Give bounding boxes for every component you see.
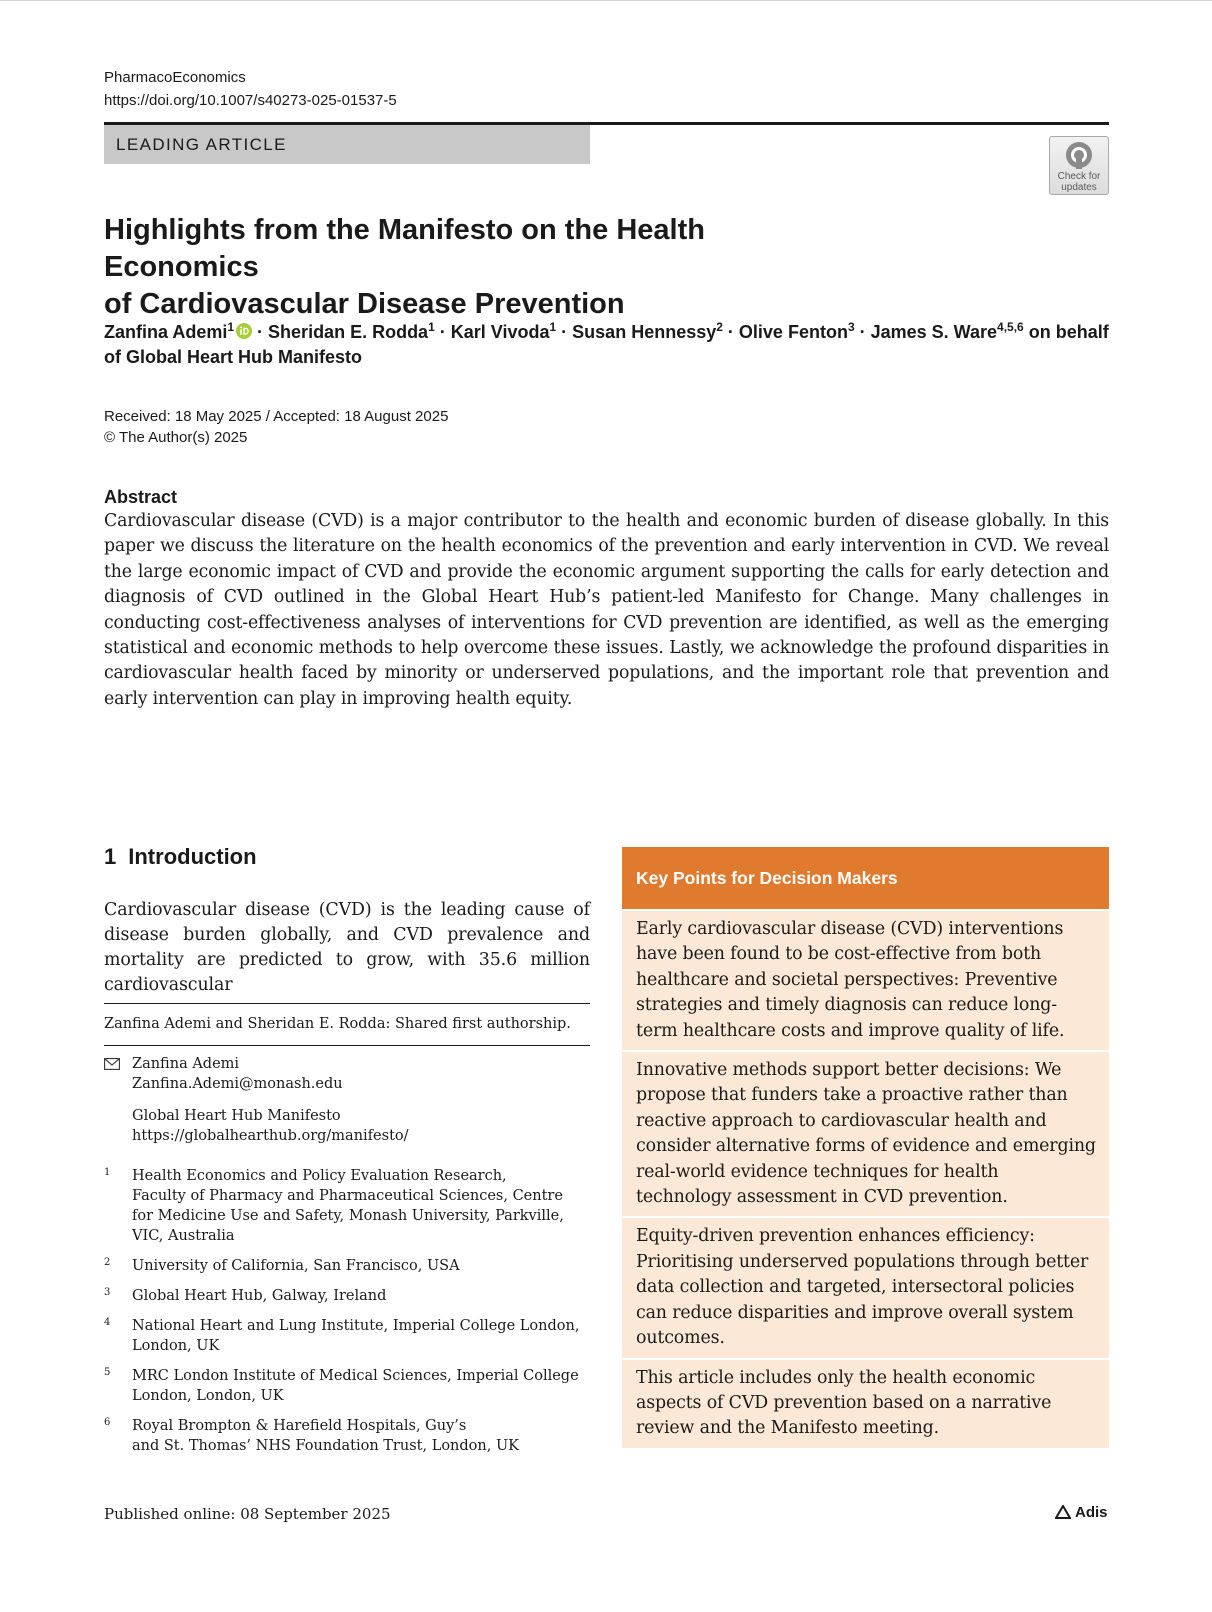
author-name[interactable]: Susan Hennessy [572,322,717,342]
on-behalf-text: on behalf of Global Heart Hub Manifesto [104,322,1109,367]
article-dates [104,406,448,448]
received-accepted: Received: 18 May 2025 / Accepted: 18 August 2025 [104,408,449,425]
title-line-2: of Cardiovascular Disease Prevention [104,288,625,320]
affiliation-list [104,1166,590,1466]
footnote-rule [104,1003,590,1004]
affiliation-number: 5 [104,1367,111,1378]
corresponding-author-name: Zanfina Ademi [132,1056,240,1072]
check-for-updates-label: Check for updates [1057,171,1101,193]
affiliation-number: 6 [104,1417,111,1428]
key-points-heading: Key Points for Decision Makers [622,847,1109,909]
author-affiliation: 1 [549,320,557,334]
affiliation-number: 1 [104,1167,111,1178]
author-name[interactable]: Sheridan E. Rodda [268,322,429,342]
footnote-rule [104,1045,590,1046]
author-list [104,320,1114,370]
key-point: Equity-driven prevention enhances efficiency: Prioritising underserved populations through better data collection and targeted, intersectoral policies can reduce disparities and improve overall system outcomes. [622,1218,1109,1357]
key-points-box [622,847,1109,1448]
abstract-text: Cardiovascular disease (CVD) is a major contributor to the health and economic burden of disease globally. In this paper we discuss the literature on the health economics of the prevention and early intervention in CVD. We reveal the large economic impact of CVD and provide the economic argument supporting the calls for early detection and diagnosis of CVD outlined in the Global Heart Hub’s patient-led Manifesto for Change. Many challenges in conducting cost-effectiveness analyses of interventions for CVD prevention are identified, as well as the emerging statistical and economic methods to help overcome these issues. Lastly, we acknowledge the profound disparities in cardiovascular health faced by minority or underserved populations, and the important role that prevention and early intervention can play in improving health equity. [104,511,1109,709]
journal-name: PharmacoEconomics [104,69,246,86]
copyright: © The Author(s) 2025 [104,429,248,446]
top-border [0,0,1212,1]
published-online: Published online: 08 September 2025 [104,1505,391,1523]
key-point: This article includes only the health economic aspects of CVD prevention based on a narrative review and the Manifesto meeting. [622,1360,1109,1448]
crossmark-icon [1064,140,1094,170]
affiliation-text: Health Economics and Policy Evaluation Research, Faculty of Pharmacy and Pharmaceutical Sciences, Centre for Medicine Use and Safety, Monash University, Parkville, VIC, Australia [132,1168,564,1244]
shared-authorship-note: Zanfina Ademi and Sheridan E. Rodda: Shared first authorship. [104,1016,571,1032]
publisher-name: Adis [1075,1504,1108,1521]
affiliation [104,1286,590,1306]
section-heading-introduction [104,843,257,871]
author-affiliation: 1 [428,320,435,334]
orcid-icon[interactable] [236,323,252,339]
abstract-heading: Abstract [104,487,178,507]
title-line-1: Highlights from the Manifesto on the Health Economics [104,214,705,283]
section-number: 1 [104,844,117,869]
author-affiliation: 3 [847,320,855,334]
author-separator: · [556,322,573,342]
author-name[interactable]: Olive Fenton [738,322,848,342]
publisher-logo [1055,1503,1108,1523]
adis-triangle-icon [1055,1505,1071,1519]
key-point: Innovative methods support better decisions: We propose that funders take a proactive rather than reactive approach to cardiovascular health and consider alternative forms of evidence and emerging real-world evidence techniques for health technology assessment in CVD prevention. [622,1052,1109,1216]
affiliation [104,1166,590,1246]
check-for-updates-button[interactable] [1049,136,1109,195]
author-name[interactable]: Karl Vivoda [450,322,550,342]
affiliation [104,1316,590,1356]
section-title: Introduction [128,844,257,869]
author-separator: · [434,322,451,342]
article-type-banner: LEADING ARTICLE [104,125,590,164]
corresponding-author-email[interactable]: Zanfina.Ademi@monash.edu [132,1076,343,1092]
affiliation-number: 2 [104,1257,111,1268]
author-separator: · [252,322,269,342]
affiliation [104,1416,590,1456]
author-affiliation: 1 [227,320,235,334]
affiliation [104,1366,590,1406]
affiliation-text: University of California, San Francisco, USA [132,1258,460,1274]
author-separator: · [722,322,739,342]
affiliation-text: Global Heart Hub, Galway, Ireland [132,1288,387,1304]
affiliation-number: 3 [104,1287,111,1298]
doi-link[interactable]: https://doi.org/10.1007/s40273-025-01537-5 [104,92,397,109]
article-title [104,212,864,323]
author-affiliation: 2 [716,320,723,334]
affiliation-text: MRC London Institute of Medical Sciences, Imperial College London, London, UK [132,1368,579,1404]
author-name[interactable]: James S. Ware [870,322,998,342]
manifesto-org: Global Heart Hub Manifesto [132,1108,341,1124]
affiliation-text: National Heart and Lung Institute, Imperial College London, London, UK [132,1318,580,1354]
affiliation-text: Royal Brompton & Harefield Hospitals, Guy’s and St. Thomas’ NHS Foundation Trust, London, UK [132,1418,520,1454]
correspondence-block [104,1054,590,1146]
affiliation-number: 4 [104,1317,111,1328]
key-point: Early cardiovascular disease (CVD) interventions have been found to be cost-effective from both healthcare and societal perspectives: Preventive strategies and timely diagnosis can reduce long-term healthcare costs and improve quality of life. [622,911,1109,1050]
author-affiliation: 4,5,6 [997,320,1024,334]
envelope-icon [104,1058,120,1070]
manifesto-url[interactable]: https://globalhearthub.org/manifesto/ [132,1128,409,1144]
affiliation [104,1256,590,1276]
journal-header [104,66,397,112]
introduction-text: Cardiovascular disease (CVD) is the leading cause of disease burden globally, and CVD prevalence and mortality are predicted to grow, with 35.6 million cardiovascular [104,900,590,995]
author-name[interactable]: Zanfina Ademi [104,322,228,342]
author-separator: · [854,322,871,342]
